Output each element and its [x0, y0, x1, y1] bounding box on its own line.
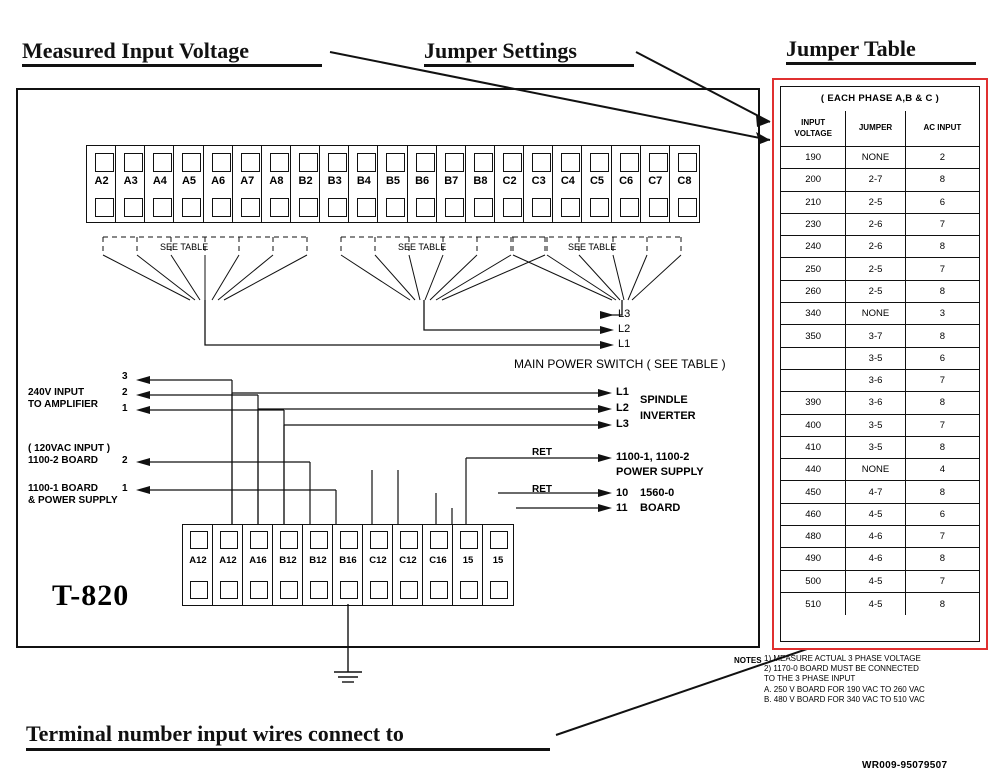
label-term-11: 11	[616, 502, 628, 514]
top-terminal-label: B5	[385, 175, 401, 187]
jumper-table-row	[781, 303, 979, 325]
terminal-screw-icon	[474, 153, 493, 172]
terminal-screw-icon	[212, 198, 231, 217]
bottom-terminal-cell	[333, 525, 363, 605]
jumper-cell-voltage: 450	[781, 481, 846, 502]
top-terminal-label: B8	[473, 175, 488, 187]
jumper-cell-voltage: 460	[781, 504, 846, 525]
note-line: TO THE 3 PHASE INPUT	[764, 674, 856, 684]
jumper-cell-ac: 7	[939, 419, 945, 431]
jumper-cell-jumper: 3-6	[846, 370, 905, 391]
jumper-table-row	[781, 481, 979, 503]
top-terminal-label: A5	[181, 175, 197, 187]
jumper-cell-voltage: 410	[781, 437, 846, 458]
top-terminal-label: A4	[152, 175, 167, 187]
phase-label-l1: L1	[618, 338, 631, 350]
jumper-cell-jumper: 3-6	[846, 392, 905, 413]
jumper-cell-ac: 2	[939, 152, 945, 164]
bottom-terminal-cell	[273, 525, 303, 605]
left-num-1b: 1	[122, 483, 128, 494]
top-terminal-label: B3	[327, 175, 342, 187]
jumper-table	[772, 78, 988, 650]
jumper-cell-jumper: 4-5	[846, 504, 905, 525]
jumper-cell-jumper: 4-5	[846, 593, 905, 615]
note-line: 2) 1170-0 BOARD MUST BE CONNECTED	[764, 664, 919, 674]
jumper-cell-ac: 6	[939, 352, 945, 364]
top-terminal-cell	[612, 146, 641, 222]
top-terminal-cell	[495, 146, 524, 222]
jumper-cell-ac: 7	[939, 263, 945, 275]
top-terminal-label: B7	[444, 175, 459, 187]
terminal-screw-icon	[370, 531, 388, 549]
jumper-cell-jumper: 2-7	[846, 169, 905, 190]
jumper-cell-ac: 6	[939, 508, 945, 520]
terminal-screw-icon	[503, 198, 522, 217]
terminal-screw-icon	[445, 153, 464, 172]
terminal-screw-icon	[250, 581, 268, 599]
jumper-cell-voltage: 490	[781, 548, 846, 569]
callout-measured-input-voltage: Measured Input Voltage	[22, 38, 249, 63]
bottom-terminal-label: A16	[249, 555, 267, 566]
bottom-terminal-cell	[423, 525, 453, 605]
top-terminal-cell	[87, 146, 116, 222]
terminal-screw-icon	[190, 531, 208, 549]
top-terminal-label: B2	[298, 175, 313, 187]
jumper-cell-jumper: 4-6	[846, 526, 905, 547]
top-terminal-cell	[408, 146, 437, 222]
terminal-screw-icon	[490, 581, 508, 599]
jumper-cell-voltage: 230	[781, 214, 846, 235]
top-terminal-label: A2	[94, 175, 109, 187]
jumper-table-row	[781, 192, 979, 214]
top-terminal-cell	[437, 146, 466, 222]
terminal-screw-icon	[182, 153, 201, 172]
terminal-screw-icon	[270, 153, 289, 172]
terminal-screw-icon	[416, 198, 435, 217]
terminal-screw-icon	[370, 581, 388, 599]
note-line: B. 480 V BOARD FOR 340 VAC TO 510 VAC	[764, 694, 925, 704]
jumper-cell-ac: 8	[939, 442, 945, 453]
label-1560-board: BOARD	[640, 502, 681, 514]
jumper-table-row	[781, 258, 979, 280]
jumper-table-row	[781, 437, 979, 459]
bottom-terminal-cell	[243, 525, 273, 605]
terminal-screw-icon	[190, 581, 208, 599]
jumper-cell-ac: 8	[939, 397, 945, 409]
terminal-screw-icon	[95, 198, 114, 217]
jumper-cell-ac: 3	[939, 308, 945, 320]
terminal-screw-icon	[430, 581, 448, 599]
callout-underline-measured	[22, 64, 322, 67]
top-terminal-label: C3	[531, 175, 546, 187]
top-terminal-label: B6	[415, 175, 430, 187]
label-to-amplifier: TO AMPLIFIER	[28, 399, 98, 410]
jumper-cell-ac: 7	[939, 219, 945, 231]
label-power-supply-line1: 1100-1, 1100-2	[616, 451, 690, 463]
top-terminal-cell	[320, 146, 349, 222]
bottom-terminal-label: A12	[189, 555, 207, 566]
jumper-cell-voltage: 240	[781, 236, 846, 257]
terminal-screw-icon	[416, 153, 435, 172]
terminal-screw-icon	[310, 531, 328, 549]
top-terminal-cell	[233, 146, 262, 222]
jumper-table-row	[781, 571, 979, 593]
jumper-cell-voltage: 390	[781, 392, 846, 413]
bottom-terminal-cell	[213, 525, 243, 605]
jumper-cell-ac: 7	[939, 575, 945, 587]
terminal-screw-icon	[400, 531, 418, 549]
terminal-screw-icon	[532, 153, 551, 172]
terminal-screw-icon	[310, 581, 328, 599]
terminal-screw-icon	[220, 531, 238, 549]
label-ret-1: RET	[532, 447, 552, 458]
terminal-screw-icon	[299, 198, 318, 217]
bottom-terminal-label: 15	[462, 555, 474, 566]
jumper-table-inner	[780, 86, 980, 642]
callout-underline-terminal	[26, 748, 550, 751]
note-line: A. 250 V BOARD FOR 190 VAC TO 260 VAC	[764, 684, 925, 694]
bottom-terminal-cell	[183, 525, 213, 605]
jumper-cell-voltage: 190	[781, 147, 846, 168]
top-terminal-cell	[582, 146, 611, 222]
jumper-cell-voltage: 340	[781, 303, 846, 324]
jumper-cell-jumper: 2-5	[846, 192, 905, 213]
jumper-cell-ac: 8	[939, 330, 945, 342]
top-terminal-strip	[86, 145, 700, 223]
callout-underline-jumper-settings	[424, 64, 634, 67]
terminal-screw-icon	[299, 153, 318, 172]
terminal-screw-icon	[590, 198, 609, 217]
jumper-table-header	[781, 111, 979, 147]
terminal-screw-icon	[357, 198, 376, 217]
jumper-table-rows	[781, 147, 979, 641]
label-ret-2: RET	[532, 484, 552, 495]
jumper-cell-voltage: 510	[781, 593, 846, 615]
jumper-cell-jumper: 2-5	[846, 281, 905, 302]
top-terminal-cell	[116, 146, 145, 222]
label-spindle: SPINDLE	[640, 394, 688, 406]
jumper-cell-ac: 8	[939, 486, 945, 498]
top-terminal-label: A7	[240, 175, 255, 187]
terminal-screw-icon	[590, 153, 609, 172]
top-terminal-label: C5	[589, 175, 605, 187]
top-terminal-cell	[291, 146, 320, 222]
jumper-table-row	[781, 526, 979, 548]
see-table-label-a: SEE TABLE	[160, 242, 209, 252]
top-terminal-label: A6	[211, 175, 226, 187]
jumper-cell-voltage: 500	[781, 571, 846, 592]
bottom-terminal-label: B12	[279, 555, 297, 566]
label-power-supply-line2: POWER SUPPLY	[616, 466, 704, 478]
header-jumper: JUMPER	[858, 123, 893, 132]
bottom-terminal-cell	[453, 525, 483, 605]
bottom-terminal-label: C12	[399, 555, 417, 566]
right-label-l1: L1	[616, 386, 629, 398]
terminal-screw-icon	[153, 153, 172, 172]
jumper-table-row	[781, 593, 979, 615]
notes-label: NOTES	[734, 656, 762, 665]
jumper-cell-jumper: NONE	[846, 303, 905, 324]
label-1100-2-board: 1100-2 BOARD	[28, 455, 99, 466]
jumper-cell-voltage: 480	[781, 526, 846, 547]
bottom-terminal-cell	[363, 525, 393, 605]
jumper-table-header-acinput	[906, 111, 979, 146]
terminal-screw-icon	[220, 581, 238, 599]
jumper-cell-voltage: 250	[781, 258, 846, 279]
jumper-table-row	[781, 415, 979, 437]
jumper-cell-jumper: 2-5	[846, 258, 905, 279]
bottom-terminal-cell	[393, 525, 423, 605]
jumper-table-row	[781, 236, 979, 258]
terminal-screw-icon	[124, 198, 143, 217]
jumper-table-phase-note: ( EACH PHASE A,B & C )	[820, 93, 940, 104]
notes-block	[734, 654, 996, 705]
jumper-cell-jumper: 3-7	[846, 325, 905, 346]
jumper-cell-ac: 6	[939, 196, 945, 208]
terminal-screw-icon	[678, 198, 697, 217]
terminal-screw-icon	[212, 153, 231, 172]
terminal-screw-icon	[182, 198, 201, 217]
see-table-label-c: SEE TABLE	[568, 242, 617, 252]
jumper-cell-jumper: 3-5	[846, 437, 905, 458]
terminal-screw-icon	[386, 198, 405, 217]
jumper-cell-voltage: 400	[781, 415, 846, 436]
jumper-cell-voltage: 350	[781, 325, 846, 346]
jumper-table-row	[781, 392, 979, 414]
label-power-supply-left: & POWER SUPPLY	[28, 495, 118, 506]
label-1100-1-board: 1100-1 BOARD	[28, 483, 99, 494]
top-terminal-cell	[524, 146, 553, 222]
terminal-screw-icon	[474, 198, 493, 217]
jumper-cell-voltage: 200	[781, 169, 846, 190]
label-term-10: 10	[616, 487, 629, 499]
jumper-cell-voltage: 440	[781, 459, 846, 480]
jumper-cell-jumper: NONE	[846, 459, 905, 480]
right-label-l3: L3	[616, 418, 629, 430]
jumper-cell-ac: 7	[939, 531, 945, 543]
jumper-table-row	[781, 504, 979, 526]
jumper-cell-ac: 8	[939, 553, 945, 565]
header-ac-input: AC INPUT	[923, 123, 962, 132]
drawing-code: WR009-95079507	[862, 760, 948, 771]
main-power-switch-label: MAIN POWER SWITCH ( SEE TABLE )	[514, 357, 726, 371]
phase-label-l3: L3	[618, 308, 631, 320]
jumper-cell-voltage: 210	[781, 192, 846, 213]
label-120vac-input: ( 120VAC INPUT )	[28, 443, 111, 454]
bottom-terminal-label: C12	[369, 555, 387, 566]
top-terminal-cell	[466, 146, 495, 222]
note-line: 1) MEASURE ACTUAL 3 PHASE VOLTAGE	[764, 654, 921, 663]
notes-list	[764, 654, 996, 705]
board-label: T-820	[52, 579, 130, 612]
jumper-table-row	[781, 214, 979, 236]
label-1560-0: 1560-0	[640, 487, 675, 499]
terminal-screw-icon	[280, 581, 298, 599]
terminal-screw-icon	[270, 198, 289, 217]
right-label-l2: L2	[616, 402, 629, 414]
bottom-terminal-label: B12	[309, 555, 327, 566]
jumper-cell-jumper: 3-5	[846, 348, 905, 369]
jumper-cell-ac: 4	[939, 464, 945, 476]
top-terminal-cell	[378, 146, 407, 222]
terminal-screw-icon	[430, 531, 448, 549]
top-terminal-label: C2	[502, 175, 517, 187]
terminal-screw-icon	[250, 531, 268, 549]
callout-jumper-settings: Jumper Settings	[424, 38, 577, 63]
terminal-screw-icon	[649, 153, 668, 172]
terminal-screw-icon	[400, 581, 418, 599]
phase-label-l2: L2	[618, 323, 631, 335]
top-terminal-label: C8	[677, 175, 692, 187]
jumper-cell-ac: 7	[939, 375, 945, 387]
jumper-cell-voltage	[781, 370, 846, 391]
terminal-screw-icon	[561, 153, 580, 172]
jumper-cell-ac: 8	[939, 241, 945, 253]
terminal-screw-icon	[357, 153, 376, 172]
top-terminal-cell	[204, 146, 233, 222]
jumper-cell-jumper: NONE	[846, 147, 905, 168]
terminal-screw-icon	[620, 198, 639, 217]
terminal-screw-icon	[328, 153, 347, 172]
terminal-screw-icon	[460, 531, 478, 549]
left-num-2b: 2	[122, 455, 128, 466]
header-input-line2: VOLTAGE	[794, 129, 832, 138]
bottom-terminal-cell	[483, 525, 513, 605]
top-terminal-label: A8	[269, 175, 284, 187]
top-terminal-label: C4	[560, 175, 575, 187]
see-table-label-b: SEE TABLE	[398, 242, 447, 252]
top-terminal-cell	[641, 146, 670, 222]
jumper-table-row	[781, 348, 979, 370]
bottom-terminal-cell	[303, 525, 333, 605]
top-terminal-label: B4	[356, 175, 371, 187]
bottom-terminal-label: 15	[492, 555, 504, 566]
callout-underline-jumper-table	[786, 62, 976, 65]
top-terminal-label: C7	[648, 175, 663, 187]
terminal-screw-icon	[678, 153, 697, 172]
terminal-screw-icon	[241, 153, 260, 172]
jumper-table-row	[781, 281, 979, 303]
terminal-screw-icon	[340, 531, 358, 549]
terminal-screw-icon	[532, 198, 551, 217]
jumper-cell-voltage	[781, 348, 846, 369]
terminal-screw-icon	[620, 153, 639, 172]
terminal-screw-icon	[280, 531, 298, 549]
header-input-line1: INPUT	[801, 118, 826, 127]
terminal-screw-icon	[561, 198, 580, 217]
jumper-cell-jumper: 4-7	[846, 481, 905, 502]
top-terminal-label: C6	[619, 175, 634, 187]
top-terminal-cell	[262, 146, 291, 222]
top-terminal-cell	[174, 146, 203, 222]
jumper-table-row	[781, 169, 979, 191]
callout-jumper-table: Jumper Table	[786, 36, 916, 61]
terminal-screw-icon	[328, 198, 347, 217]
jumper-cell-jumper: 4-6	[846, 548, 905, 569]
terminal-screw-icon	[386, 153, 405, 172]
jumper-cell-ac: 8	[939, 174, 945, 186]
terminal-screw-icon	[445, 198, 464, 217]
bottom-terminal-label: C16	[429, 555, 447, 566]
jumper-table-row	[781, 548, 979, 570]
jumper-table-header-jumper	[846, 111, 905, 146]
label-240v-input: 240V INPUT	[28, 387, 85, 398]
jumper-table-row	[781, 459, 979, 481]
jumper-cell-jumper: 4-5	[846, 571, 905, 592]
bottom-terminal-strip	[182, 524, 514, 606]
jumper-cell-jumper: 2-6	[846, 214, 905, 235]
left-num-1a: 1	[122, 403, 128, 414]
terminal-screw-icon	[153, 198, 172, 217]
top-terminal-cell	[349, 146, 378, 222]
jumper-cell-jumper: 2-6	[846, 236, 905, 257]
bottom-terminal-label: A12	[219, 555, 237, 566]
terminal-screw-icon	[490, 531, 508, 549]
jumper-cell-voltage: 260	[781, 281, 846, 302]
top-terminal-cell	[145, 146, 174, 222]
left-num-2a: 2	[122, 387, 128, 398]
jumper-cell-ac: 8	[939, 598, 945, 610]
terminal-screw-icon	[95, 153, 114, 172]
terminal-screw-icon	[124, 153, 143, 172]
top-terminal-cell	[553, 146, 582, 222]
bottom-terminal-label: B16	[339, 555, 357, 566]
jumper-cell-jumper: 3-5	[846, 415, 905, 436]
left-num-3: 3	[122, 371, 128, 382]
label-inverter: INVERTER	[640, 410, 696, 422]
top-terminal-label: A3	[123, 175, 138, 187]
jumper-cell-ac: 8	[939, 285, 945, 297]
terminal-screw-icon	[460, 581, 478, 599]
terminal-screw-icon	[503, 153, 522, 172]
jumper-table-row	[781, 147, 979, 169]
jumper-table-row	[781, 370, 979, 392]
terminal-screw-icon	[241, 198, 260, 217]
jumper-table-header-voltage	[781, 111, 846, 146]
top-terminal-cell	[670, 146, 699, 222]
callout-terminal-numbers: Terminal number input wires connect to	[26, 721, 404, 746]
jumper-table-row	[781, 325, 979, 347]
terminal-screw-icon	[340, 581, 358, 599]
terminal-screw-icon	[649, 198, 668, 217]
